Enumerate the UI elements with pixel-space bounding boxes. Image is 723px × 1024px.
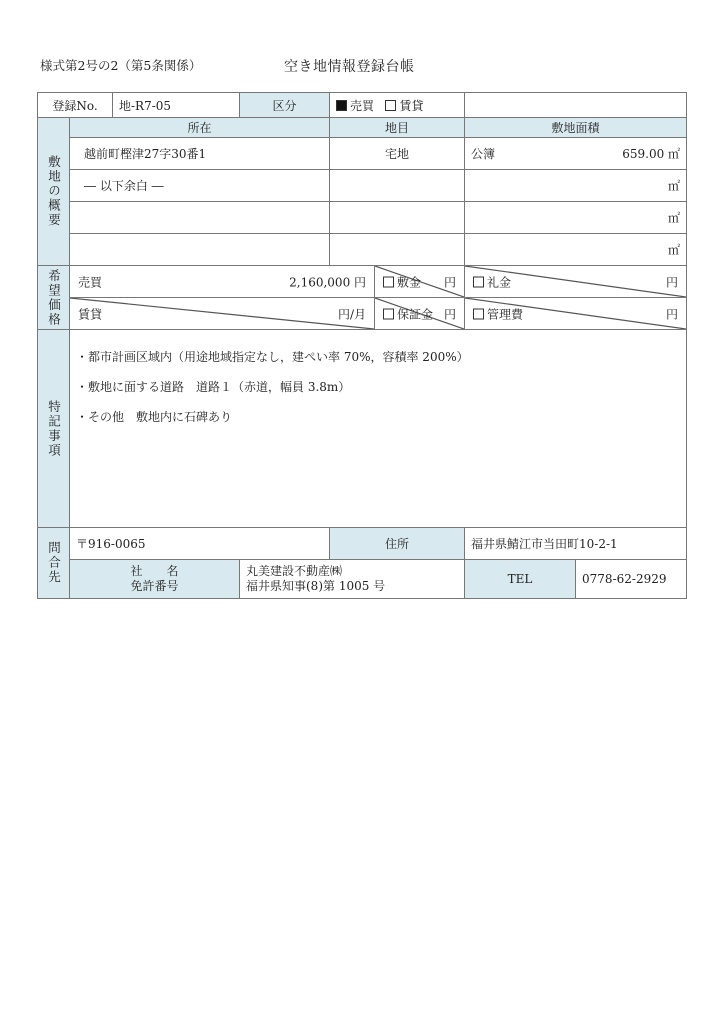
deposit-checkbox bbox=[383, 276, 394, 287]
contact-label: 問合先 bbox=[38, 528, 70, 599]
tel-label: TEL bbox=[465, 560, 576, 599]
deposit-label: 敷金 bbox=[397, 275, 422, 289]
category-label: 区分 bbox=[240, 93, 330, 118]
rent-price-cell bbox=[70, 298, 375, 330]
area-header: 敷地面積 bbox=[465, 118, 687, 138]
land-type-cell: 宅地 bbox=[330, 138, 465, 170]
guarantee-checkbox bbox=[383, 308, 394, 319]
rent-checkbox bbox=[385, 100, 396, 111]
strike-line bbox=[70, 298, 374, 329]
location-cell: ― 以下余白 ― bbox=[70, 170, 330, 202]
area-value: ㎡ bbox=[465, 202, 687, 234]
rent-price-unit: 円/月 bbox=[337, 307, 367, 321]
land-type-cell bbox=[330, 234, 465, 266]
area-cell bbox=[465, 138, 687, 170]
land-type-cell bbox=[330, 202, 465, 234]
category-options bbox=[330, 93, 465, 118]
key-money-unit: 円 bbox=[666, 275, 679, 289]
guarantee-unit: 円 bbox=[444, 307, 457, 321]
mgmt-fee-checkbox bbox=[473, 308, 484, 319]
key-money-label: 礼金 bbox=[487, 275, 512, 289]
remark-item: ・都市計画区域内（用途地域指定なし，建ぺい率 70%，容積率 200%） bbox=[76, 350, 469, 364]
sale-price-label: 売買 bbox=[78, 275, 103, 289]
address-label: 住所 bbox=[330, 528, 465, 560]
guarantee-cell bbox=[375, 298, 465, 330]
registration-table bbox=[37, 92, 687, 599]
key-money-cell bbox=[465, 266, 687, 298]
location-cell bbox=[70, 202, 330, 234]
location-cell bbox=[70, 234, 330, 266]
area-value: ㎡ bbox=[465, 234, 687, 266]
license-number: 福井県知事(8)第 1005 号 bbox=[246, 579, 386, 593]
sale-price-cell bbox=[70, 266, 375, 298]
license-label: 免許番号 bbox=[130, 579, 179, 593]
remark-item: ・敷地に面する道路 道路１（赤道，幅員 3.8m） bbox=[76, 380, 351, 394]
price-label: 希望価格 bbox=[38, 266, 70, 330]
sale-checkbox bbox=[336, 100, 347, 111]
company-license-values bbox=[240, 560, 465, 599]
document-title: 空き地情報登録台帳 bbox=[284, 59, 415, 75]
remarks-label: 特記事項 bbox=[38, 330, 70, 528]
mgmt-fee-label: 管理費 bbox=[487, 307, 524, 321]
sale-price-value: 2,160,000 円 bbox=[289, 275, 367, 289]
site-overview-label: 敷地の概要 bbox=[38, 118, 70, 266]
rent-price-label: 賃貸 bbox=[78, 307, 103, 321]
remark-item: ・その他 敷地内に石碑あり bbox=[76, 410, 233, 424]
deposit-cell bbox=[375, 266, 465, 298]
registration-no-value: 地-R7-05 bbox=[113, 93, 240, 118]
company-license-labels bbox=[70, 560, 240, 599]
rent-option-label: 賃貸 bbox=[399, 98, 424, 113]
land-type-cell bbox=[330, 170, 465, 202]
registration-no-label: 登録No. bbox=[38, 93, 113, 118]
location-header: 所在 bbox=[70, 118, 330, 138]
company-name: 丸美建設不動産㈱ bbox=[246, 564, 343, 578]
area-value: 659.00 ㎡ bbox=[622, 147, 681, 161]
form-id: 様式第2号の2（第5条関係） bbox=[40, 58, 202, 73]
mgmt-fee-cell bbox=[465, 298, 687, 330]
location-cell: 越前町樫津27字30番1 bbox=[70, 138, 330, 170]
sale-option-label: 売買 bbox=[350, 98, 375, 113]
postal-code: 〒916-0065 bbox=[70, 528, 330, 560]
company-name-label: 社 名 bbox=[130, 564, 179, 578]
guarantee-label: 保証金 bbox=[397, 307, 434, 321]
address-value: 福井県鯖江市当田町10-2-1 bbox=[465, 528, 687, 560]
deposit-unit: 円 bbox=[444, 275, 457, 289]
area-note: 公簿 bbox=[471, 147, 496, 161]
remarks-body bbox=[70, 330, 687, 528]
key-money-checkbox bbox=[473, 276, 484, 287]
mgmt-fee-unit: 円 bbox=[666, 307, 679, 321]
area-value: ㎡ bbox=[465, 170, 687, 202]
land-type-header: 地目 bbox=[330, 118, 465, 138]
registration-blank bbox=[465, 93, 687, 118]
tel-value: 0778-62-2929 bbox=[576, 560, 687, 599]
